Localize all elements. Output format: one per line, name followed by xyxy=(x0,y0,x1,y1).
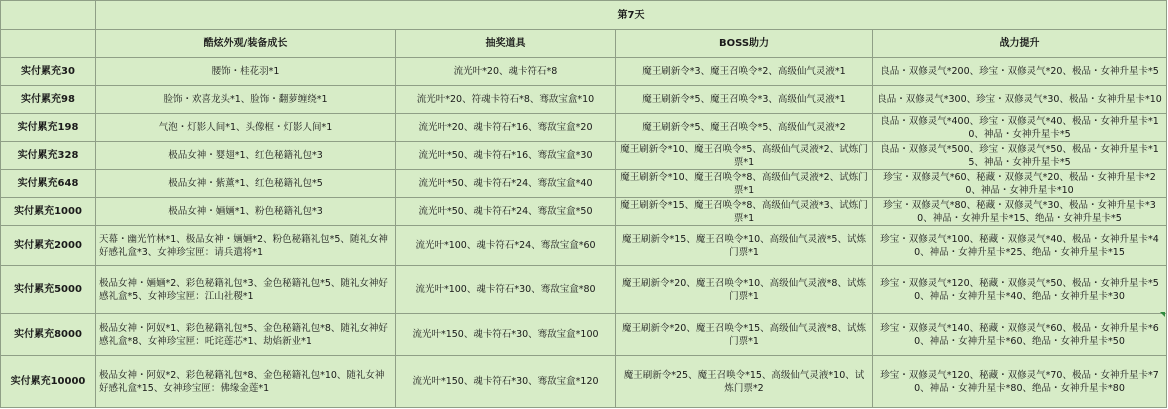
row-label[interactable]: 实付累充30 xyxy=(1,58,96,86)
cell-power[interactable]: 良品・双修灵气*300、珍宝・双修灵气*30、极品・女神升星卡*10 xyxy=(873,86,1167,114)
row-label[interactable]: 实付累充8000 xyxy=(1,314,96,356)
row-label[interactable]: 实付累充198 xyxy=(1,114,96,142)
cell-lottery[interactable]: 流光叶*150、魂卡符石*30、骞敌宝盒*120 xyxy=(396,356,616,408)
table-row xyxy=(1,58,1167,86)
cell-lottery[interactable]: 流光叶*50、魂卡符石*16、骞敌宝盒*30 xyxy=(396,142,616,170)
cell-power[interactable]: 珍宝・双修灵气*100、秘藏・双修灵气*40、极品・女神升星卡*40、神品・女神升星卡*25、绝品・女神升星卡*15 xyxy=(873,226,1167,266)
cell-power[interactable]: 珍宝・双修灵气*60、秘藏・双修灵气*20、极品・女神升星卡*20、神品・女神升星卡*10 xyxy=(873,170,1167,198)
header-boss[interactable]: BOSS助力 xyxy=(616,30,873,58)
cell-lottery[interactable]: 流光叶*100、魂卡符石*24、骞敌宝盒*60 xyxy=(396,226,616,266)
cell-appearance[interactable]: 腰饰・桂花羽*1 xyxy=(96,58,396,86)
cell-lottery[interactable]: 流光叶*50、魂卡符石*24、骞敌宝盒*40 xyxy=(396,170,616,198)
cell-appearance[interactable]: 极品女神・婳婳*2、彩色秘籍礼包*3、金色秘籍礼包*5、随礼女神好感礼盒*5、女神珍宝匣：江山社稷*1 xyxy=(96,266,396,314)
table-row xyxy=(1,356,1167,408)
cell-appearance[interactable]: 极品女神・紫薰*1、红色秘籍礼包*5 xyxy=(96,170,396,198)
header-appearance[interactable]: 酷炫外观/装备成长 xyxy=(96,30,396,58)
header-row xyxy=(1,30,1167,58)
table-row xyxy=(1,86,1167,114)
table-row xyxy=(1,314,1167,356)
cell-appearance[interactable]: 天幕・幽光竹林*1、极品女神・婳婳*2、粉色秘籍礼包*5、随礼女神好感礼盒*3、女神珍宝匣：请兵遣将*1 xyxy=(96,226,396,266)
header-corner-cell[interactable] xyxy=(1,30,96,58)
cell-power[interactable]: 珍宝・双修灵气*140、秘藏・双修灵气*60、极品・女神升星卡*60、神品・女神升星卡*60、绝品・女神升星卡*50 xyxy=(873,314,1167,356)
cell-power[interactable]: 良品・双修灵气*200、珍宝・双修灵气*20、极品・女神升星卡*5 xyxy=(873,58,1167,86)
cell-appearance[interactable]: 极品女神・婴翅*1、红色秘籍礼包*3 xyxy=(96,142,396,170)
cell-lottery[interactable]: 流光叶*20、符魂卡符石*8、骞敌宝盒*10 xyxy=(396,86,616,114)
cell-power[interactable]: 珍宝・双修灵气*80、秘藏・双修灵气*30、极品・女神升星卡*30、神品・女神升星卡*15、绝品・女神升星卡*5 xyxy=(873,198,1167,226)
cell-appearance[interactable]: 极品女神・婳婳*1、粉色秘籍礼包*3 xyxy=(96,198,396,226)
table-row xyxy=(1,142,1167,170)
row-label[interactable]: 实付累充10000 xyxy=(1,356,96,408)
cell-power[interactable]: 良品・双修灵气*400、珍宝・双修灵气*40、极品・女神升星卡*10、神品・女神升星卡*5 xyxy=(873,114,1167,142)
row-label[interactable]: 实付累充2000 xyxy=(1,226,96,266)
row-label[interactable]: 实付累充5000 xyxy=(1,266,96,314)
cell-lottery[interactable]: 流光叶*20、魂卡符石*16、骞敌宝盒*20 xyxy=(396,114,616,142)
cell-lottery[interactable]: 流光叶*100、魂卡符石*30、骞敌宝盒*80 xyxy=(396,266,616,314)
table-row xyxy=(1,266,1167,314)
cell-boss[interactable]: 魔王刷新令*25、魔王召唤令*15、高级仙气灵液*10、试炼门票*2 xyxy=(616,356,873,408)
cell-lottery[interactable]: 流光叶*20、魂卡符石*8 xyxy=(396,58,616,86)
cell-boss[interactable]: 魔王刷新令*15、魔王召唤令*8、高级仙气灵液*3、试炼门票*1 xyxy=(616,198,873,226)
cell-boss[interactable]: 魔王刷新令*20、魔王召唤令*15、高级仙气灵液*8、试炼门票*1 xyxy=(616,314,873,356)
cell-appearance[interactable]: 脸饰・欢喜龙头*1、脸饰・翻萝缠绕*1 xyxy=(96,86,396,114)
cell-power[interactable]: 珍宝・双修灵气*120、秘藏・双修灵气*50、极品・女神升星卡*50、神品・女神升星卡*40、绝品・女神升星卡*30 xyxy=(873,266,1167,314)
cell-boss[interactable]: 魔王刷新令*10、魔王召唤令*5、高级仙气灵液*2、试炼门票*1 xyxy=(616,142,873,170)
cell-corner-marker xyxy=(1160,312,1165,317)
cell-boss[interactable]: 魔王刷新令*3、魔王召唤令*2、高级仙气灵液*1 xyxy=(616,58,873,86)
table-row xyxy=(1,198,1167,226)
cell-lottery[interactable]: 流光叶*50、魂卡符石*24、骞敌宝盒*50 xyxy=(396,198,616,226)
cell-appearance[interactable]: 极品女神・阿奴*1、彩色秘籍礼包*5、金色秘籍礼包*8、随礼女神好感礼盒*8、女神珍宝匣：吒诧莲芯*1、劫焰新业*1 xyxy=(96,314,396,356)
cell-boss[interactable]: 魔王刷新令*15、魔王召唤令*10、高级仙气灵液*5、试炼门票*1 xyxy=(616,226,873,266)
table-row xyxy=(1,114,1167,142)
cell-boss[interactable]: 魔王刷新令*5、魔王召唤令*5、高级仙气灵液*2 xyxy=(616,114,873,142)
cell-power[interactable]: 珍宝・双修灵气*120、秘藏・双修灵气*70、极品・女神升星卡*70、神品・女神升星卡*80、绝品・女神升星卡*80 xyxy=(873,356,1167,408)
header-lottery[interactable]: 抽奖道具 xyxy=(396,30,616,58)
row-label[interactable]: 实付累充328 xyxy=(1,142,96,170)
row-label[interactable]: 实付累充1000 xyxy=(1,198,96,226)
day-title[interactable]: 第7天 xyxy=(96,1,1167,30)
table-row xyxy=(1,226,1167,266)
cell-power[interactable]: 良品・双修灵气*500、珍宝・双修灵气*50、极品・女神升星卡*15、神品・女神升星卡*5 xyxy=(873,142,1167,170)
cell-appearance[interactable]: 气泡・灯影人间*1、头像框・灯影人间*1 xyxy=(96,114,396,142)
row-label[interactable]: 实付累充648 xyxy=(1,170,96,198)
cell-boss[interactable]: 魔王刷新令*5、魔王召唤令*3、高级仙气灵液*1 xyxy=(616,86,873,114)
title-row xyxy=(1,1,1167,30)
row-label[interactable]: 实付累充98 xyxy=(1,86,96,114)
cell-boss[interactable]: 魔王刷新令*10、魔王召唤令*8、高级仙气灵液*2、试炼门票*1 xyxy=(616,170,873,198)
cell-lottery[interactable]: 流光叶*150、魂卡符石*30、骞敌宝盒*100 xyxy=(396,314,616,356)
corner-cell[interactable] xyxy=(1,1,96,30)
cell-appearance[interactable]: 极品女神・阿奴*2、彩色秘籍礼包*8、金色秘籍礼包*10、随礼女神好感礼盒*15、女神珍宝匣：佛缘金莲*1 xyxy=(96,356,396,408)
header-power[interactable]: 战力提升 xyxy=(873,30,1167,58)
cell-boss[interactable]: 魔王刷新令*20、魔王召唤令*10、高级仙气灵液*8、试炼门票*1 xyxy=(616,266,873,314)
table-row xyxy=(1,170,1167,198)
